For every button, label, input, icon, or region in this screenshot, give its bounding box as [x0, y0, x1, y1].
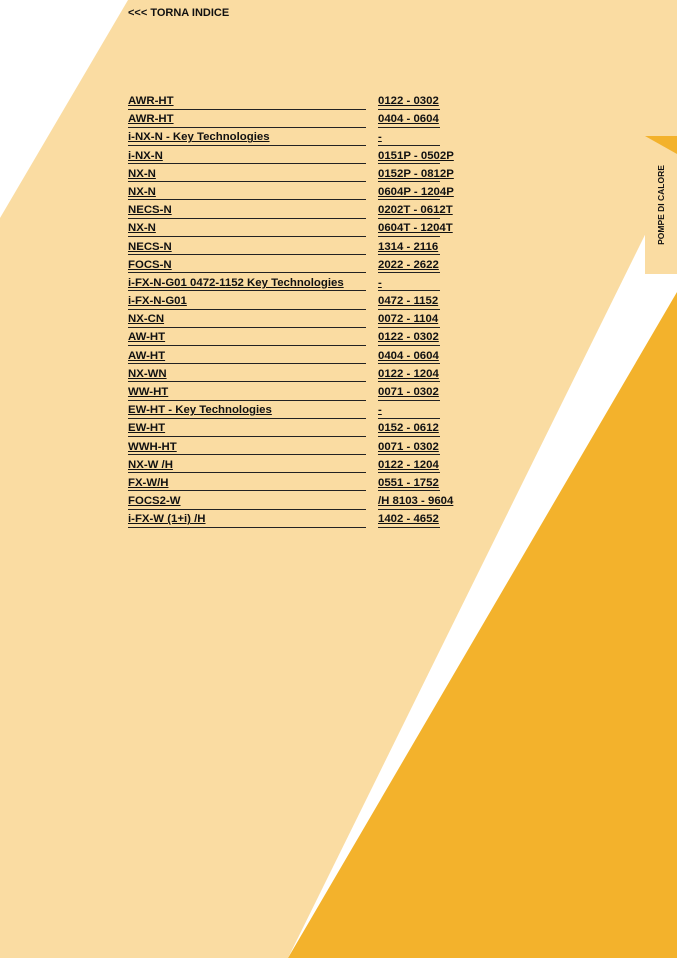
index-row	[128, 403, 440, 421]
range-underline	[378, 181, 440, 182]
product-name-link[interactable]: AW-HT	[128, 331, 166, 344]
model-range-link[interactable]: 0604P - 1204P	[378, 185, 454, 198]
index-table	[128, 94, 454, 531]
model-range-link[interactable]: 0152P - 0812P	[378, 167, 454, 180]
product-name-link[interactable]: FOCS2-W	[128, 495, 181, 508]
name-underline	[128, 436, 366, 437]
product-name-link[interactable]: i-FX-N-G01	[128, 295, 187, 308]
name-underline	[128, 381, 366, 382]
model-range-link[interactable]: 0122 - 0302	[378, 95, 439, 107]
model-range-link[interactable]: 0072 - 1104	[378, 313, 439, 326]
model-range-link[interactable]: -	[378, 276, 382, 289]
product-name-link[interactable]: FOCS-N	[128, 258, 172, 271]
index-row	[128, 94, 440, 112]
range-underline	[378, 418, 440, 419]
product-name-link[interactable]: WWH-HT	[128, 440, 177, 453]
range-underline	[378, 490, 440, 491]
name-underline	[128, 309, 366, 310]
name-underline	[128, 363, 366, 364]
range-underline	[378, 509, 440, 510]
model-range-link[interactable]: 0404 - 0604	[378, 349, 439, 362]
model-range-link[interactable]: 0404 - 0604	[378, 113, 439, 126]
model-range-link[interactable]: 1314 - 2116	[378, 240, 439, 253]
range-underline	[378, 218, 440, 219]
product-name-link[interactable]: EW-HT - Key Technologies	[128, 404, 272, 417]
index-row	[128, 130, 440, 148]
index-row	[128, 112, 440, 130]
name-underline	[128, 181, 366, 182]
product-name-link[interactable]: NX-N	[128, 167, 156, 180]
product-name-link[interactable]: WW-HT	[128, 386, 169, 398]
range-underline	[378, 472, 440, 473]
range-underline	[378, 400, 440, 401]
product-name-link[interactable]: i-FX-N-G01 0472-1152 Key Technologies	[128, 276, 344, 289]
index-row	[128, 367, 440, 385]
model-range-link[interactable]: 0151P - 0502P	[378, 149, 454, 162]
range-underline	[378, 290, 440, 291]
product-name-link[interactable]: NECS-N	[128, 240, 172, 253]
model-range-link[interactable]: 0551 - 1752	[378, 476, 439, 489]
range-underline	[378, 454, 440, 455]
index-row	[128, 312, 440, 330]
product-name-link[interactable]: AWR-HT	[128, 113, 174, 126]
index-row	[128, 476, 440, 494]
name-underline	[128, 236, 366, 237]
product-name-link[interactable]: NX-CN	[128, 313, 165, 326]
range-underline	[378, 127, 440, 128]
range-underline	[378, 272, 440, 273]
model-range-link[interactable]: /H 8103 - 9604	[378, 495, 454, 508]
range-underline	[378, 381, 440, 382]
range-underline	[378, 327, 440, 328]
name-underline	[128, 418, 366, 419]
model-range-link[interactable]: 1402 - 4652	[378, 513, 439, 526]
product-name-link[interactable]: AW-HT	[128, 349, 166, 362]
range-underline	[378, 199, 440, 200]
product-name-link[interactable]: NECS-N	[128, 204, 172, 217]
index-row	[128, 440, 440, 458]
name-underline	[128, 254, 366, 255]
name-underline	[128, 454, 366, 455]
model-range-link[interactable]: 0604T - 1204T	[378, 222, 453, 235]
range-underline	[378, 309, 440, 310]
index-row	[128, 240, 440, 258]
index-row	[128, 276, 440, 294]
model-range-link[interactable]: 0202T - 0612T	[378, 204, 453, 217]
model-range-link[interactable]: -	[378, 404, 382, 417]
range-underline	[378, 363, 440, 364]
name-underline	[128, 109, 366, 110]
product-name-link[interactable]: NX-N	[128, 222, 156, 235]
name-underline	[128, 199, 366, 200]
model-range-link[interactable]: -	[378, 131, 382, 144]
side-tab-label: POMPE DI CALORE	[656, 165, 666, 245]
product-name-link[interactable]: i-NX-N - Key Technologies	[128, 131, 270, 144]
model-range-link[interactable]: 0472 - 1152	[378, 295, 439, 308]
range-underline	[378, 436, 440, 437]
product-name-link[interactable]: NX-W /H	[128, 458, 173, 471]
index-row	[128, 203, 453, 221]
product-name-link[interactable]: i-NX-N	[128, 149, 163, 162]
product-name-link[interactable]: FX-W/H	[128, 476, 169, 489]
name-underline	[128, 490, 366, 491]
index-row	[128, 294, 440, 312]
product-name-link[interactable]: NX-WN	[128, 367, 167, 380]
index-row	[128, 421, 440, 439]
product-name-link[interactable]: EW-HT	[128, 422, 166, 435]
name-underline	[128, 527, 366, 528]
model-range-link[interactable]: 0122 - 1204	[378, 458, 439, 471]
range-underline	[378, 254, 440, 255]
product-name-link[interactable]: AWR-HT	[128, 95, 174, 107]
name-underline	[128, 345, 366, 346]
name-underline	[128, 163, 366, 164]
range-underline	[378, 109, 440, 110]
name-underline	[128, 400, 366, 401]
side-tab-corner	[645, 136, 677, 154]
index-row	[128, 258, 440, 276]
model-range-link[interactable]: 0152 - 0612	[378, 422, 439, 435]
index-row	[128, 512, 440, 530]
index-row	[128, 330, 440, 348]
range-underline	[378, 236, 440, 237]
index-row	[128, 167, 454, 185]
model-range-link[interactable]: 0122 - 1204	[378, 367, 439, 380]
name-underline	[128, 272, 366, 273]
name-underline	[128, 290, 366, 291]
model-range-link[interactable]: 0071 - 0302	[378, 440, 439, 453]
index-row	[128, 221, 453, 239]
product-name-link[interactable]: i-FX-W (1+i) /H	[128, 513, 206, 526]
model-range-link[interactable]: 0071 - 0302	[378, 386, 439, 398]
index-row	[128, 494, 454, 512]
range-underline	[378, 145, 440, 146]
range-underline	[378, 163, 440, 164]
range-underline	[378, 345, 440, 346]
index-row	[128, 349, 440, 367]
name-underline	[128, 127, 366, 128]
index-row	[128, 385, 440, 403]
product-name-link[interactable]: NX-N	[128, 185, 156, 198]
name-underline	[128, 509, 366, 510]
index-row	[128, 458, 440, 476]
name-underline	[128, 145, 366, 146]
back-to-index-link[interactable]: <<< TORNA INDICE	[128, 7, 230, 19]
range-underline	[378, 527, 440, 528]
model-range-link[interactable]: 2022 - 2622	[378, 258, 439, 271]
index-row	[128, 149, 454, 167]
name-underline	[128, 218, 366, 219]
name-underline	[128, 472, 366, 473]
name-underline	[128, 327, 366, 328]
index-row	[128, 185, 454, 203]
model-range-link[interactable]: 0122 - 0302	[378, 331, 439, 344]
